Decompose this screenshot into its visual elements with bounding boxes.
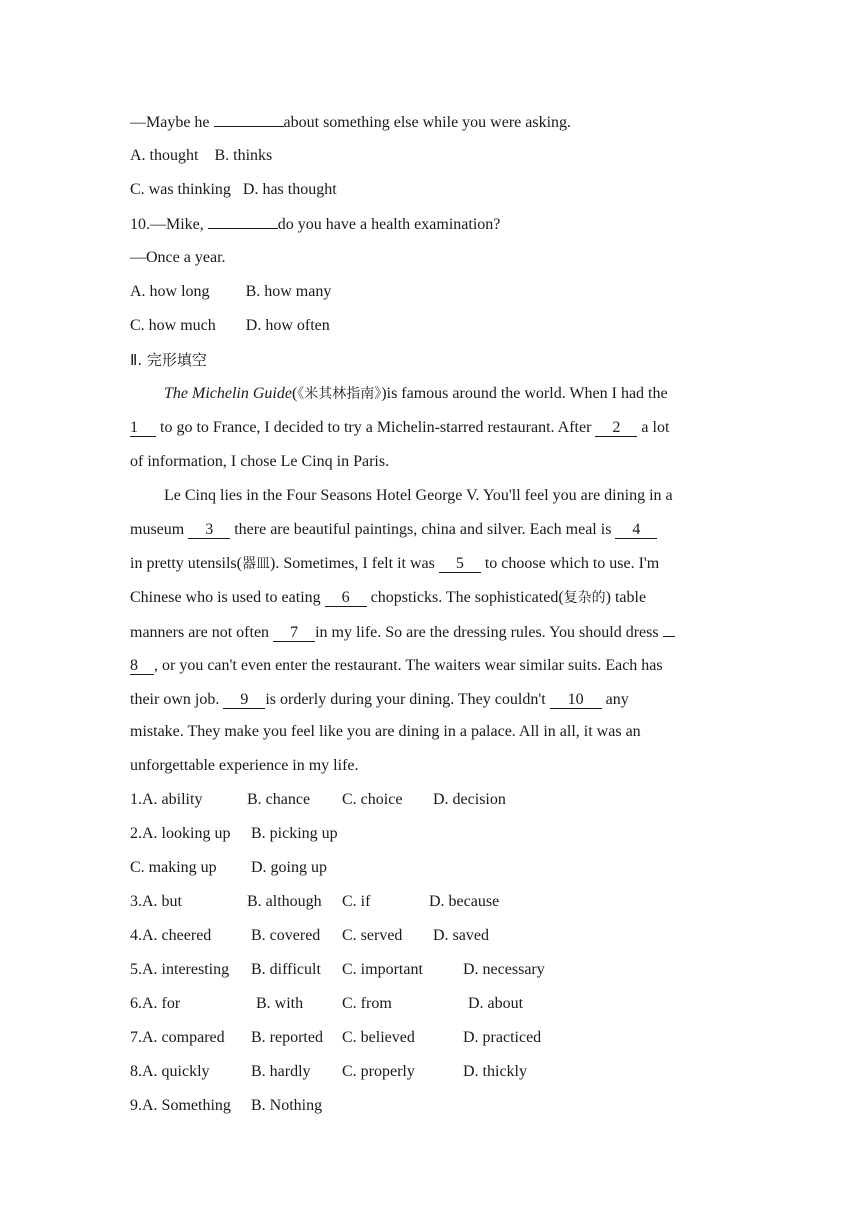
blank-6[interactable]: 6 [325,589,367,607]
option-q2-1: 2.A. looking up [130,825,231,842]
option-q4-3: C. if [342,893,371,910]
passage-text: any [605,691,629,708]
passage-text: museum [130,521,185,538]
q10-prefix: 10.—Mike, [130,216,204,233]
option-q1-2: B. chance [247,791,311,808]
option-q9-1: 8.A. quickly [130,1063,210,1080]
passage-text: manners are not often [130,624,270,641]
q9-options-row1 [130,146,272,166]
passage-text: ) table [605,589,647,606]
passage-text: a lot [641,419,670,436]
q10-option-b: B. how many [245,283,332,300]
passage-line-7 [130,588,646,608]
passage-text: of information, I chose Le Cinq in Paris. [130,453,390,470]
q9-option-d: D. has thought [242,181,337,198]
q10-response-line [130,248,226,268]
q10-blank [208,214,278,229]
passage-text: Le Cinq lies in the Four Seasons Hotel George V. You'll feel you are dining in a [164,487,673,504]
option-q8-2: B. reported [251,1029,323,1046]
passage-line-11 [130,722,641,742]
blank-9[interactable]: 9 [223,691,265,709]
passage-line-1 [164,384,668,404]
q9-options-row2 [130,180,337,200]
paren-open: ( [291,385,298,402]
option-q8-4: D. practiced [463,1029,542,1046]
option-q8-3: C. believed [342,1029,415,1046]
option-q9-2: B. hardly [251,1063,311,1080]
passage-text: unforgettable experience in my life. [130,757,359,774]
option-q4-1: 3.A. but [130,893,182,910]
passage-cn-gloss: 复杂的 [563,590,606,606]
option-q8-1: 7.A. compared [130,1029,225,1046]
passage-text: there are beautiful paintings, china and silver. Each meal is [234,521,612,538]
option-q3-2: D. going up [251,859,327,876]
passage-text: Chinese who is used to eating [130,589,321,606]
passage-text: to choose which to use. I'm [484,555,660,572]
q10-response: —Once a year. [130,249,226,266]
blank-2[interactable]: 2 [595,419,637,437]
q9-response-line [130,112,571,133]
passage-text: , or you can't even enter the restaurant. The waiters wear similar suits. Each has [154,657,663,674]
passage-cn-gloss: 器皿 [241,556,270,572]
option-q3-1: C. making up [130,859,217,876]
passage-line-12 [130,756,359,776]
passage-text: in my life. So are the dressing rules. You should dress [315,624,659,641]
passage-text: chopsticks. The sophisticated( [370,589,564,606]
passage-cn-gloss: 《米其林指南》 [297,386,382,402]
passage-line-2 [130,418,669,438]
passage-line-9 [130,656,663,676]
option-q7-3: C. from [342,995,392,1012]
passage-line-6 [130,554,659,574]
passage-text: to go to France, I decided to try a Michelin-starred restaurant. After [160,419,592,436]
blank-4[interactable]: 4 [615,521,657,539]
section-heading: Ⅱ. 完形填空 [130,351,207,369]
passage-line-3 [130,452,389,472]
passage-text: their own job. [130,691,220,708]
blank-5[interactable]: 5 [439,555,481,573]
option-q5-1: 4.A. cheered [130,927,212,944]
blank-1[interactable]: 1 [130,419,156,437]
option-q6-4: D. necessary [463,961,545,978]
passage-line-4 [164,486,673,506]
option-q5-2: B. covered [251,927,321,944]
passage-line-10 [130,690,629,710]
option-q6-1: 5.A. interesting [130,961,230,978]
blank-8[interactable]: 8 [130,657,154,675]
q10-option-d: D. how often [245,317,330,334]
option-q9-3: C. properly [342,1063,415,1080]
q9-option-a: A. thought [130,147,199,164]
option-q10-2: B. Nothing [251,1097,323,1114]
passage-text: ). Sometimes, I felt it was [269,555,435,572]
option-q7-1: 6.A. for [130,995,181,1012]
passage-text: is orderly during your dining. They couldn't [265,691,546,708]
option-q5-3: C. served [342,927,403,944]
option-q9-4: D. thickly [463,1063,527,1080]
passage-text: in pretty utensils( [130,555,242,572]
q10-question-line [130,214,500,235]
q10-options-row2 [130,316,330,336]
q9-response-suffix: about something else while you were asking. [283,114,572,131]
passage-title: The Michelin Guide [164,385,292,402]
blank-7[interactable]: 7 [273,624,315,642]
option-q5-4: D. saved [433,927,489,944]
option-q4-4: D. because [429,893,500,910]
option-q1-3: C. choice [342,791,403,808]
option-q6-2: B. difficult [251,961,321,978]
passage-text: )is famous around the world. When I had the [381,385,668,402]
q10-option-c: C. how much [130,317,216,334]
passage-text: mistake. They make you feel like you are dining in a palace. All in all, it was an [130,723,641,740]
passage-line-8 [130,622,675,643]
passage-line-5 [130,520,657,540]
q9-blank [214,112,284,127]
option-q10-1: 9.A. Something [130,1097,231,1114]
blank-10[interactable]: 10 [550,691,602,709]
option-q6-3: C. important [342,961,423,978]
option-q1-4: D. decision [433,791,506,808]
q9-option-b: B. thinks [214,147,273,164]
option-q1-1: 1.A. ability [130,791,203,808]
option-q7-2: B. with [256,995,304,1012]
blank-8-start [663,622,675,637]
option-q4-2: B. although [247,893,322,910]
q9-response-prefix: —Maybe he [130,114,210,131]
q10-options-row1 [130,282,331,302]
q9-option-c: C. was thinking [130,181,231,198]
blank-3[interactable]: 3 [188,521,230,539]
q10-suffix: do you have a health examination? [277,216,501,233]
q10-option-a: A. how long [130,283,210,300]
option-q7-4: D. about [468,995,524,1012]
option-q2-2: B. picking up [251,825,338,842]
